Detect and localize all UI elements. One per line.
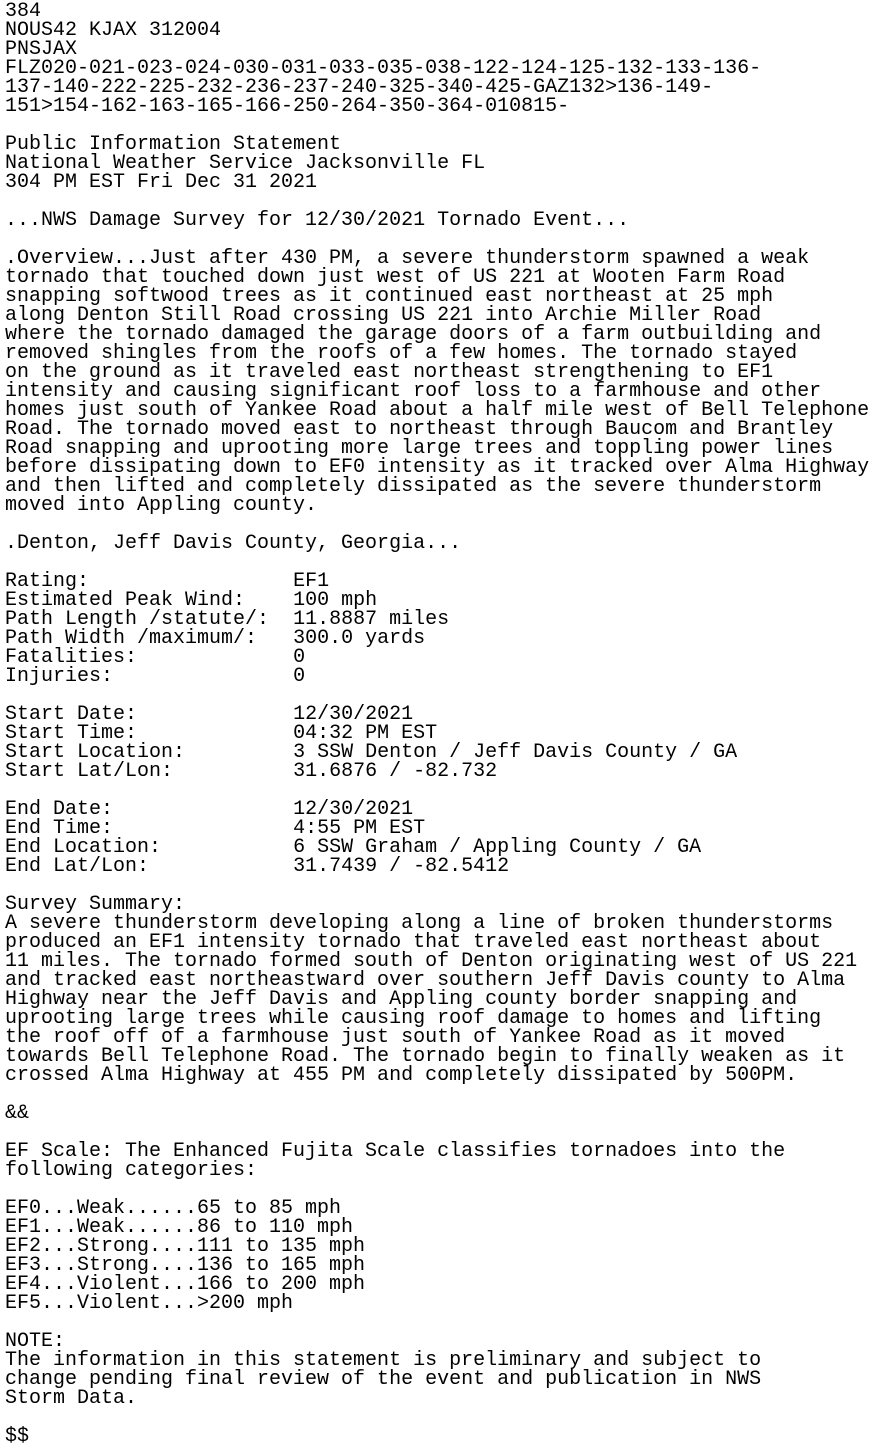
survey-line: crossed Alma Highway at 455 PM and completely dissipated by 500PM. [5,1064,798,1087]
header-line: FLZ020-021-023-024-030-031-033-035-038-122-124-125-132-133-136- [5,57,762,80]
stat-row-value: 0 [293,665,306,688]
survey-line: produced an EF1 intensity tornado that traveled east northeast about [5,931,822,954]
overview-line: intensity and causing significant roof loss to a farmhouse and other [5,380,822,403]
stat-row-value: 300.0 yards [293,627,426,650]
note-line: Storm Data. [5,1387,138,1410]
ef-scale-row: EF3...Strong....136 to 165 mph [5,1254,366,1277]
stat-row [5,667,874,686]
note-line: change pending final review of the event and publication in NWS [5,1368,762,1391]
stat-row-label: Path Width /maximum/: [5,627,258,650]
start-row [5,762,874,781]
survey-line: Highway near the Jeff Davis and Appling county border snapping and [5,988,798,1011]
stat-row-value: 11.8887 miles [293,608,450,631]
overview-line: homes just south of Yankee Road about a half mile west of Bell Telephone [5,399,870,422]
header-line: 384 [5,0,42,23]
note-line: The information in this statement is preliminary and subject to [5,1349,762,1372]
start-row-value: 04:32 PM EST [293,722,438,745]
survey-line: uprooting large trees while causing roof damage to homes and lifting [5,1007,822,1030]
ef-scale-row: EF4...Violent...166 to 200 mph [5,1273,366,1296]
note-heading: NOTE: [5,1330,66,1353]
stat-row-value: 0 [293,646,306,669]
header-line: 137-140-222-225-232-236-237-240-325-340-425-GAZ132>136-149- [5,76,714,99]
survey-line: towards Bell Telephone Road. The tornado begin to finally weaken as it [5,1045,846,1068]
survey-line: 11 miles. The tornado formed south of Denton originating west of US 221 [5,950,858,973]
overview-line: and then lifted and completely dissipated as the severe thunderstorm [5,475,822,498]
end-row-value: 31.7439 / -82.5412 [293,855,510,878]
event-title: .Denton, Jeff Davis County, Georgia... [5,532,462,555]
blank-line [5,1408,874,1427]
stat-row-value: 100 mph [293,589,378,612]
overview-line: tornado that touched down just west of US 221 at Wooten Farm Road [5,266,786,289]
column-gap [173,760,293,783]
start-row-label: Start Lat/Lon: [5,760,174,783]
overview-line: .Overview...Just after 430 PM, a severe thunderstorm spawned a weak [5,247,810,270]
ef-scale-intro: EF Scale: The Enhanced Fujita Scale classifies tornadoes into the [5,1140,786,1163]
start-row-label: Start Time: [5,722,138,745]
start-row-label: Start Date: [5,703,138,726]
survey-line: A severe thunderstorm developing along a line of broken thunderstorms [5,912,834,935]
overview-line: removed shingles from the roofs of a few homes. The tornado stayed [5,342,798,365]
overview-line: Road. The tornado moved east to northeast through Baucom and Brantley [5,418,834,441]
column-gap [149,855,293,878]
blank-line [5,1085,874,1104]
ef-scale-row: EF5...Violent...>200 mph [5,1292,294,1315]
overview-line: on the ground as it traveled east northeast strengthening to EF1 [5,361,774,384]
end-row-value: 4:55 PM EST [293,817,426,840]
ef-scale-row: EF0...Weak......65 to 85 mph [5,1197,342,1220]
end-row-label: End Time: [5,817,114,840]
start-row-value: 12/30/2021 [293,703,414,726]
stat-row-value: EF1 [293,570,330,593]
overview-line: moved into Appling county. [5,494,318,517]
issued-time: 304 PM EST Fri Dec 31 2021 [5,171,318,194]
section-separator: && [5,1102,30,1125]
header-line: PNSJAX [5,38,78,61]
product-title: Public Information Statement [5,133,342,156]
header-line: 151>154-162-163-165-166-250-264-350-364-010815- [5,95,570,118]
column-gap [113,665,293,688]
stat-row-label: Injuries: [5,665,114,688]
end-row-value: 6 SSW Graham / Appling County / GA [293,836,702,859]
office-name: National Weather Service Jacksonville FL [5,152,486,175]
end-marker: $$ [5,1425,30,1448]
stat-row-label: Rating: [5,570,90,593]
end-row-value: 12/30/2021 [293,798,414,821]
start-row-value: 3 SSW Denton / Jeff Davis County / GA [293,741,738,764]
survey-heading: Survey Summary: [5,893,186,916]
stat-row-label: Path Length /statute/: [5,608,270,631]
headline: ...NWS Damage Survey for 12/30/2021 Tornado Event... [5,209,630,232]
stat-row-label: Fatalities: [5,646,138,669]
overview-line: where the tornado damaged the garage doors of a farm outbuilding and [5,323,822,346]
stat-row-label: Estimated Peak Wind: [5,589,246,612]
survey-line: the roof off of a farmhouse just south of Yankee Road as it moved [5,1026,786,1049]
header-line: NOUS42 KJAX 312004 [5,19,222,42]
overview-line: along Denton Still Road crossing US 221 into Archie Miller Road [5,304,762,327]
end-row-label: End Date: [5,798,114,821]
overview-line: before dissipating down to EF0 intensity as it tracked over Alma Highway [5,456,870,479]
ef-scale-row: EF1...Weak......86 to 110 mph [5,1216,354,1239]
end-row [5,857,874,876]
end-row-label: End Lat/Lon: [5,855,150,878]
blank-line [5,1313,874,1332]
ef-scale-row: EF2...Strong....111 to 135 mph [5,1235,366,1258]
start-row-label: Start Location: [5,741,186,764]
overview-line: Road snapping and uprooting more large trees and toppling power lines [5,437,834,460]
survey-line: and tracked east northeastward over southern Jeff Davis county to Alma [5,969,846,992]
overview-line: snapping softwood trees as it continued east northeast at 25 mph [5,285,774,308]
end-row-label: End Location: [5,836,162,859]
start-row-value: 31.6876 / -82.732 [293,760,498,783]
ef-scale-intro: following categories: [5,1159,258,1182]
